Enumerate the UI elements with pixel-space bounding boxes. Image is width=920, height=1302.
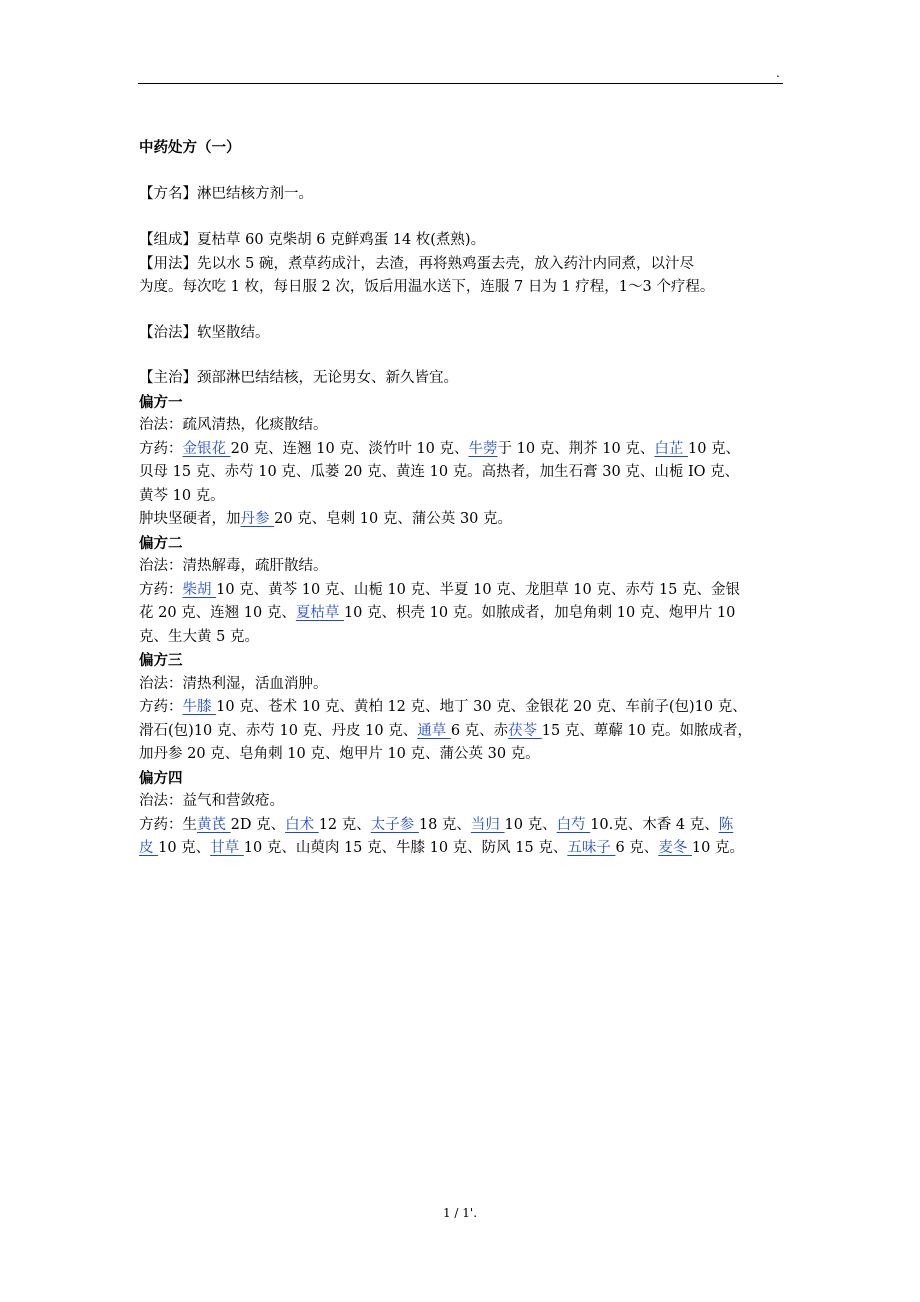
herb-link[interactable]: 皮 [139,840,159,856]
herb-link[interactable]: 白芍 [556,816,591,833]
section-zhifa [139,322,787,346]
recipe-line [139,837,787,861]
document-body [139,136,787,861]
page-number: 1 / 1'. [442,1206,478,1220]
recipe-heading: 偏方四 [139,769,183,787]
text-run: 花 20 克、连翘 10 克、 [139,605,296,621]
text-run: 10.克、木香 4 克、 [590,816,719,833]
section-yongfa-cont: 为度。每次吃 1 枚，每日服 2 次，饭后用温水送下，连服 7 日为 1 疗程，1～3 个疗程。 [139,279,715,295]
section-label: 【主治】 [139,370,197,386]
herb-link[interactable]: 陈 [718,816,734,833]
text-run: 滑石(包)10 克、赤芍 10 克、丹皮 10 克、 [139,722,418,739]
recipe-line [139,579,787,603]
herb-link[interactable]: 牛膝 [182,699,217,715]
section-yongfa [139,253,787,277]
recipe-line: 克、生大黄 5 克。 [139,628,259,645]
text-run: 18 克、 [418,816,471,833]
herb-link[interactable]: 丹参 [240,511,275,527]
section-text: 软坚散结。 [197,324,270,341]
text-run: 方药： [139,440,183,457]
recipe-heading: 偏方一 [139,393,183,411]
text-run: 方药：生 [139,816,197,833]
recipe-method: 治法：益气和营敛疮。 [139,793,284,809]
text-run: 10 克、 [687,440,741,457]
text-run: 15 克、萆薢 10 克。如脓成者， [541,722,753,739]
text-run: 肿块坚硬者，加 [139,511,241,527]
recipe-line [139,508,787,532]
section-label: 【方名】 [139,185,197,202]
recipe-method: 治法：清热利湿，活血消肿。 [139,675,328,692]
recipe-line: 黄芩 10 克。 [139,487,225,504]
text-run: 10 克、山萸肉 15 克、牛膝 10 克、防风 15 克、 [243,840,568,856]
herb-link[interactable]: 通草 [417,722,451,739]
recipe-line [139,438,787,462]
recipe-method: 治法：清热解毒，疏肝散结。 [139,558,328,574]
herb-link[interactable]: 夏枯草 [295,605,344,621]
herb-link[interactable]: 柴胡 [182,581,217,598]
section-label: 【组成】 [139,232,197,248]
herb-link[interactable]: 白术 [285,816,319,833]
text-run: 于 10 克、荆芥 10 克、 [497,440,655,457]
text-run: 方药： [139,699,183,715]
text-run: 10 克、黄芩 10 克、山栀 10 克、半夏 10 克、龙胆草 10 克、赤芍 15 克、金银 [216,581,741,598]
text-run: 6 克、 [615,840,659,856]
section-text: 先以水 5 碗，煮草药成汁，去渣，再将熟鸡蛋去壳，放入药汁内同煮，以汁尽 [197,255,694,272]
text-run: 6 克、赤 [450,722,509,739]
text-run: 2D 克、 [230,816,286,833]
text-run: 12 克、 [318,816,371,833]
text-run: 10 克、 [504,816,557,833]
section-zhuzhi [139,367,787,391]
header-rule [138,83,783,84]
section-zucheng [139,229,787,253]
recipe-line [139,814,787,838]
recipe-heading: 偏方二 [139,534,183,552]
herb-link[interactable]: 当归 [470,816,505,833]
herb-link[interactable]: 甘草 [210,840,244,856]
text-run: 10 克、枳壳 10 克。如脓成者，加皂角刺 10 克、炮甲片 10 [343,605,736,621]
text-run: 10 克。 [691,840,744,856]
text-run: 10 克、苍术 10 克、黄柏 12 克、地丁 30 克、金银花 20 克、车前子(包)10 克、 [216,699,747,715]
herb-link[interactable]: 麦冬 [658,840,692,856]
herb-link[interactable]: 白芷 [654,440,688,457]
herb-link[interactable]: 五味子 [567,840,616,856]
text-run: 方药： [139,581,183,598]
recipe-line [139,696,787,720]
herb-link[interactable]: 茯苓 [508,722,542,739]
herb-link[interactable]: 黄芪 [197,816,231,833]
section-text: 淋巴结核方剂一。 [197,185,313,202]
doc-title: 中药处方（一） [139,139,241,156]
section-fangming [139,183,787,207]
section-text: 颈部淋巴结结核，无论男女、新久皆宜。 [197,370,458,386]
section-label: 【用法】 [139,255,197,272]
recipe-line: 贝母 15 克、赤芍 10 克、瓜蒌 20 克、黄连 10 克。高热者，加生石膏 30 克、山栀 IO 克、 [139,464,740,480]
text-run: 20 克、皂刺 10 克、蒲公英 30 克。 [274,511,513,527]
recipe-line [139,720,787,744]
recipe-method: 治法：疏风清热，化痰散结。 [139,417,328,433]
header-mark: . [776,66,780,80]
text-run: 10 克、 [158,840,211,856]
text-run: 20 克、连翘 10 克、淡竹叶 10 克、 [230,440,469,457]
recipe-line: 加丹参 20 克、皂角刺 10 克、炮甲片 10 克、蒲公英 30 克。 [139,746,540,762]
herb-link[interactable]: 金银花 [182,440,231,457]
section-text: 夏枯草 60 克柴胡 6 克鲜鸡蛋 14 枚(煮熟)。 [197,232,486,248]
recipe-line [139,602,787,626]
herb-link[interactable]: 太子参 [370,816,419,833]
herb-link[interactable]: 牛蒡 [468,440,498,457]
section-label: 【治法】 [139,324,197,341]
recipe-heading: 偏方三 [139,652,183,669]
